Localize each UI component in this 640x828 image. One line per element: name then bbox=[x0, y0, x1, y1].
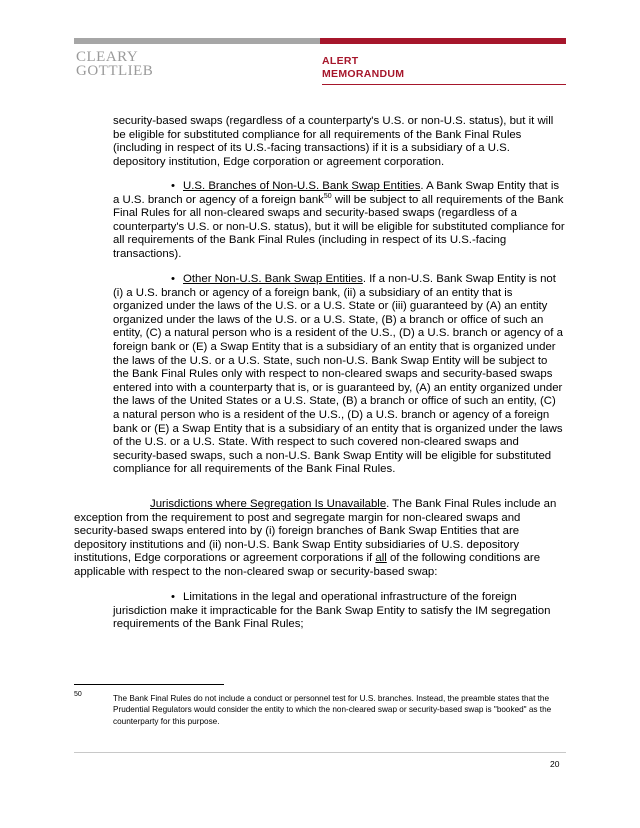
footnote-separator bbox=[74, 684, 224, 685]
bullet: • bbox=[171, 591, 175, 603]
header-gray-bar bbox=[74, 38, 320, 44]
footnote-number: 50 bbox=[74, 691, 82, 698]
paragraph-jurisdictions: Jurisdictions where Segregation Is Unavailable. The Bank Final Rules include an exception from the requirement to post and segregate margin for non-cleared swaps and security-based swaps entered into by (i) foreign branches of Bank Swap Entities that are depository institutions and (ii) non-U.S. Bank Swap Entity subsidiaries of U.S. depository institutions, Edge corporations or agreement corporations if all of the following conditions are applicable with respect to the non-cleared swap or security-based swap: bbox=[74, 498, 557, 578]
firm-logo bbox=[76, 50, 153, 78]
header-red-bar bbox=[320, 38, 566, 44]
bullet: • bbox=[171, 273, 175, 285]
paragraph-other-non-us: • Other Non-U.S. Bank Swap Entities. If a non-U.S. Bank Swap Entity is not (i) a U.S. branch or agency of a foreign bank, (ii) a subsidiary of an entity that is organized under the laws of the U.S. or a U.S. State or (iii) guaranteed by (A) an entity organized under the laws of the U.S. or a U.S. State, (B) a branch or office of such an entity, (C) a natural person who is a resident of the U.S., (D) a U.S. branch or agency of a foreign bank or (E) a Swap Entity that is a subsidiary of an entity that is organized under the laws of the U.S. or a U.S. State, such non-U.S. Bank Swap Entity will be subject to the Bank Final Rules only with respect to non-cleared swaps and security-based swaps entered into with a counterparty that is, or is guaranteed by, (A) an entity organized under the laws of the United States or a U.S. State, (B) a branch or office of such an entity, (C) a natural person who is a resident of the U.S., (D) a U.S. branch or agency of a foreign bank or (E) a Swap Entity that is a subsidiary of an entity that is organized under the laws of the U.S. or a U.S. State. With respect to such covered non-cleared swaps and security-based swaps, such a non-U.S. Bank Swap Entity will be eligible for substituted compliance for all requirements of the Bank Final Rules. bbox=[113, 273, 563, 476]
alert-memorandum-title bbox=[322, 55, 404, 81]
logo-line-1: CLEARY bbox=[76, 49, 139, 65]
logo-line-2: GOTTLIEB bbox=[76, 63, 154, 79]
emphasis-all: all bbox=[375, 552, 387, 565]
bullet: • bbox=[171, 180, 175, 192]
footnote-text: The Bank Final Rules do not include a conduct or personnel test for U.S. branches. Instead, the preamble states that the Prudential Regulators would consider the entity to which the non-cleared swap or security-based swap is "booked" as the counterparty for this purpose. bbox=[113, 694, 552, 726]
page-number: 20 bbox=[550, 759, 560, 769]
footnote-ref-50[interactable]: 50 bbox=[323, 192, 332, 200]
memorandum-label: MEMORANDUM bbox=[322, 68, 405, 80]
paragraph-1: security-based swaps (regardless of a counterparty's U.S. or non-U.S. status), but it will be eligible for substituted compliance for all requirements of the Bank Final Rules (including in respect of its U.S.-facing transactions) if it is a subsidiary of a U.S. depository institution, Edge corporation or agreement corporation. bbox=[113, 115, 554, 168]
heading-other-non-us: Other Non-U.S. Bank Swap Entities bbox=[183, 273, 363, 285]
heading-jurisdictions: Jurisdictions where Segregation Is Unavailable bbox=[150, 498, 387, 510]
paragraph-us-branches: • U.S. Branches of Non-U.S. Bank Swap Entities. A Bank Swap Entity that is a U.S. branch or agency of a foreign bank$^{50}$ will be subject to all requirements of the Bank Final Rules for all non-cleared swaps and security-based swaps (regardless of a counterparty's U.S. or non-U.S. status), but it will be eligible for substituted compliance for all requirements of the Bank Final Rules (including in respect of its U.S.-facing transactions). bbox=[113, 180, 565, 260]
paragraph-limitations: • Limitations in the legal and operational infrastructure of the foreign jurisdiction make it impracticable for the Bank Swap Entity to satisfy the IM segregation requirements of the Bank Final Rules; bbox=[113, 591, 551, 631]
header-divider bbox=[322, 84, 566, 85]
footer-divider bbox=[74, 752, 566, 753]
alert-label: ALERT bbox=[322, 55, 359, 67]
heading-us-branches: U.S. Branches of Non-U.S. Bank Swap Entities bbox=[183, 180, 421, 192]
